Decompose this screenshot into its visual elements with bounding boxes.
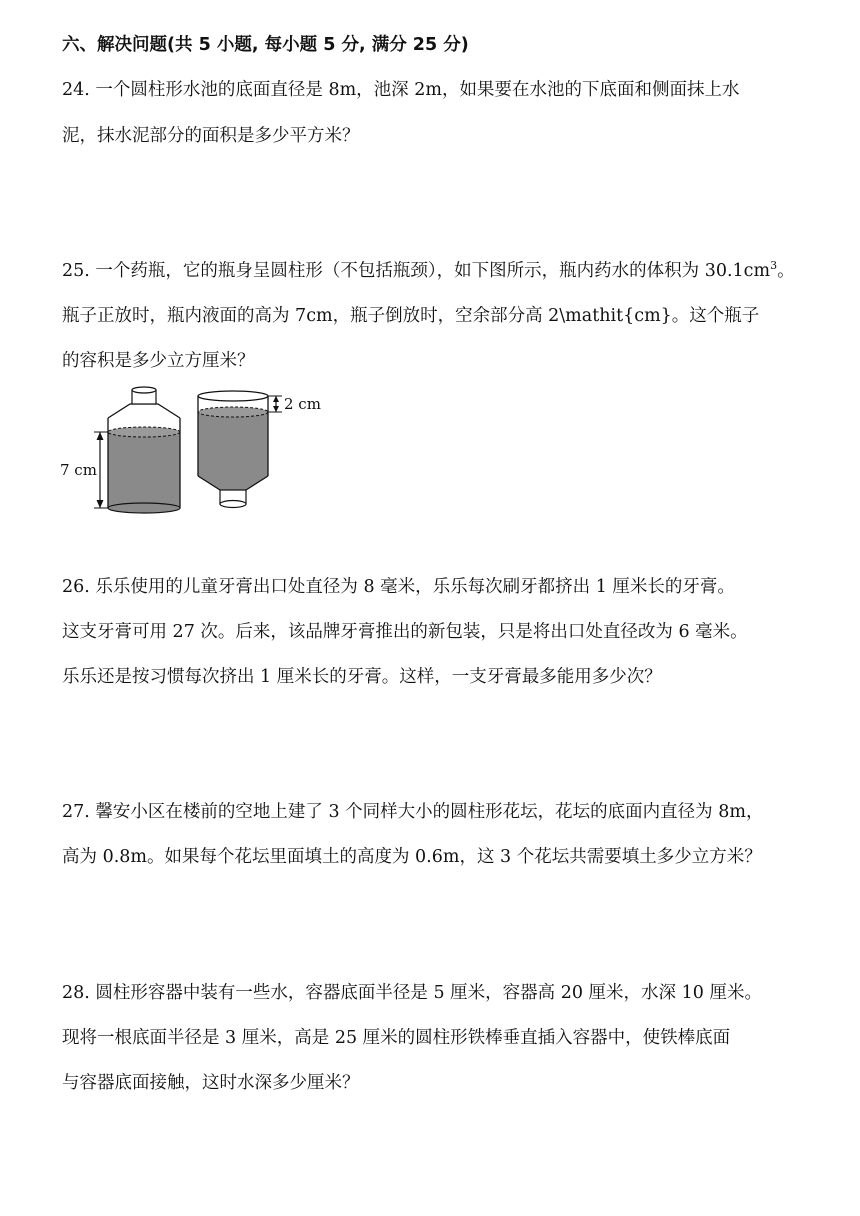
upright-liquid <box>108 432 180 508</box>
q27-line-2: 高为 0.8m。如果每个花坛里面填土的高度为 0.6m，这 3 个花坛共需要填土多少立方米？ <box>62 847 762 867</box>
q25-superscript: 3 <box>770 259 778 273</box>
upright-bottle <box>108 387 180 513</box>
q28-line-3: 与容器底面接触，这时水深多少厘米？ <box>62 1073 360 1093</box>
inverted-bottle <box>198 391 268 508</box>
q25-line-1 <box>62 259 795 283</box>
section-heading: 六、解决问题(共 5 小题, 每小题 5 分, 满分 25 分) <box>62 35 469 55</box>
bottle-figure <box>58 384 338 516</box>
q24-line-1: 24. 一个圆柱形水池的底面直径是 8m，池深 2m，如果要在水池的下底面和侧面抹上水 <box>62 80 740 100</box>
q26-line-1: 26. 乐乐使用的儿童牙膏出口处直径为 8 毫米，乐乐每次刷牙都挤出 1 厘米长的牙膏。 <box>62 577 735 597</box>
q25-line-1-text: 25. 一个药瓶，它的瓶身呈圆柱形（不包括瓶颈），如下图所示，瓶内药水的体积为 30.1cm <box>62 261 771 281</box>
q24-line-2: 泥，抹水泥部分的面积是多少平方米？ <box>62 126 360 146</box>
q27-line-1: 27. 馨安小区在楼前的空地上建了 3 个同样大小的圆柱形花坛，花坛的底面内直径为 8m， <box>62 802 764 822</box>
q25-line-2: 瓶子正放时，瓶内液面的高为 7cm，瓶子倒放时，空余部分高 2\mathit{cm}。这个瓶子 <box>62 306 760 326</box>
q28-line-1: 28. 圆柱形容器中装有一些水，容器底面半径是 5 厘米，容器高 20 厘米，水深 10 厘米。 <box>62 983 762 1003</box>
inverted-liquid <box>198 412 268 476</box>
label-7cm: 7 cm <box>60 461 97 479</box>
q25-line-3: 的容积是多少立方厘米？ <box>62 351 255 371</box>
q26-line-2: 这支牙膏可用 27 次。后来，该品牌牙膏推出的新包装，只是将出口处直径改为 6 毫米。 <box>62 622 748 642</box>
q28-line-2: 现将一根底面半径是 3 厘米，高是 25 厘米的圆柱形铁棒垂直插入容器中，使铁棒底面 <box>62 1028 731 1048</box>
label-2cm: 2 cm <box>284 395 321 413</box>
q25-line-1-end: 。 <box>777 261 795 281</box>
q26-line-3: 乐乐还是按习惯每次挤出 1 厘米长的牙膏。这样，一支牙膏最多能用多少次？ <box>62 667 662 687</box>
